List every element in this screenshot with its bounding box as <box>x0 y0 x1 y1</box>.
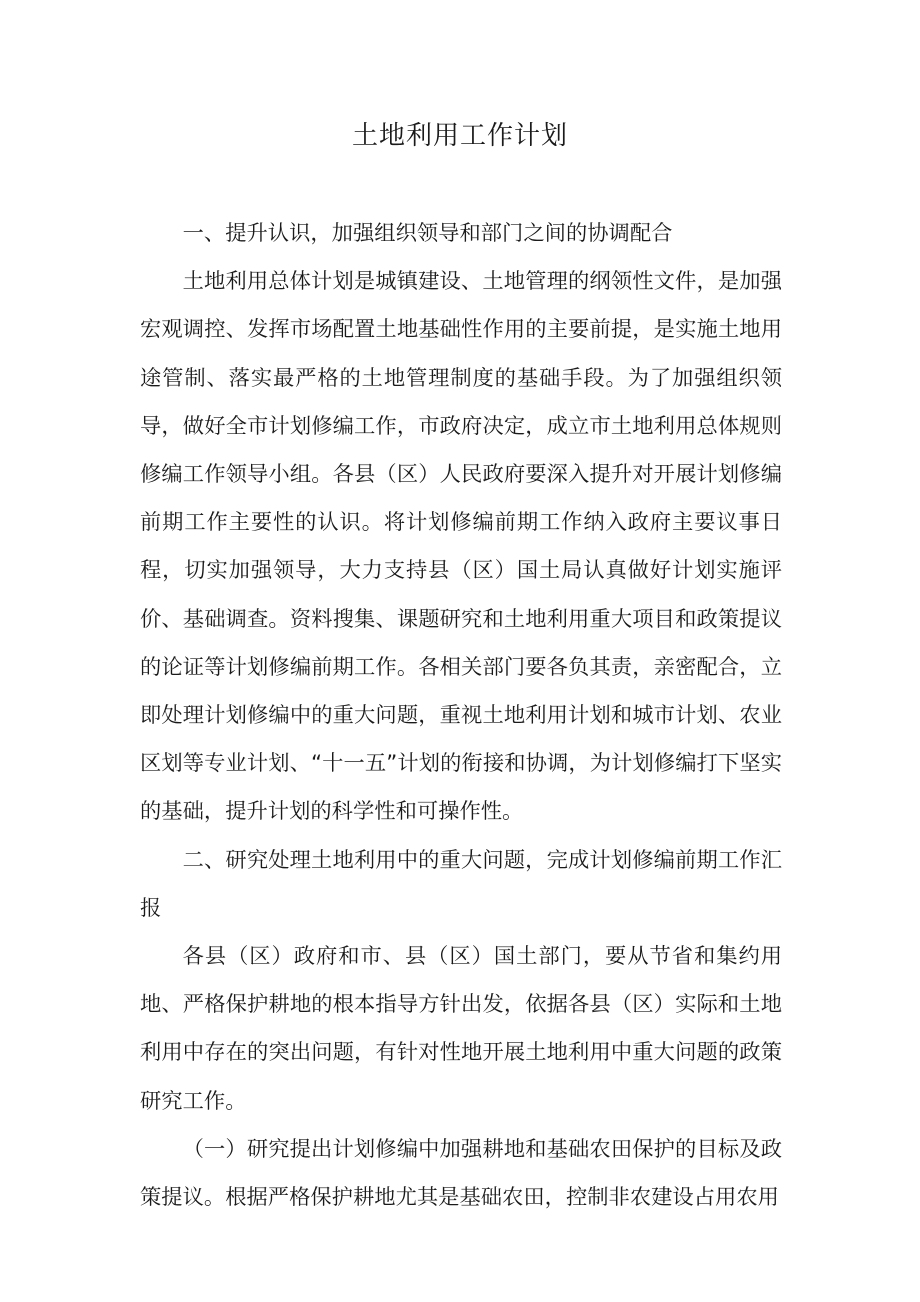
section-heading-2: 二、研究处理土地利用中的重大问题，完成计划修编前期工作汇报 <box>140 847 782 921</box>
body-paragraph-2: 各县（区）政府和市、县（区）国土部门，要从节省和集约用地、严格保护耕地的根本指导方针出发，依据各县（区）实际和土地利用中存在的突出问题，有针对性地开展土地利用中重大问题的政策研究工作。 <box>140 944 782 1114</box>
document-title: 土地利用工作计划 <box>351 121 568 151</box>
section-heading-1: 一、提升认识，加强组织领导和部门之间的协调配合 <box>182 221 673 246</box>
body-paragraph-1: 土地利用总体计划是城镇建设、土地管理的纲领性文件，是加强宏观调控、发挥市场配置土地基础性作用的主要前提，是实施土地用途管制、落实最严格的土地管理制度的基础手段。为了加强组织领导，做好全市计划修编工作，市政府决定，成立市土地利用总体规则修编工作领导小组。各县（区）人民政府要深入提升对开展计划修编前期工作主要性的认识。将计划修编前期工作纳入政府主要议事日程，切实加强领导，大力支持县（区）国土局认真做好计划实施评价、基础调查。资料搜集、课题研究和土地利用重大项目和政策提议的论证等计划修编前期工作。各相关部门要各负其责，亲密配合，立即处理计划修编中的重大问题，重视土地利用计划和城市计划、农业区划等专业计划、“十一五”计划的衔接和协调，为计划修编打下坚实的基础，提升计划的科学性和可操作性。 <box>140 269 782 825</box>
document-body <box>140 210 782 1222</box>
body-paragraph-3: （一）研究提出计划修编中加强耕地和基础农田保护的目标及政策提议。根据严格保护耕地尤其是基础农田，控制非农建设占用农用 <box>140 1136 782 1211</box>
